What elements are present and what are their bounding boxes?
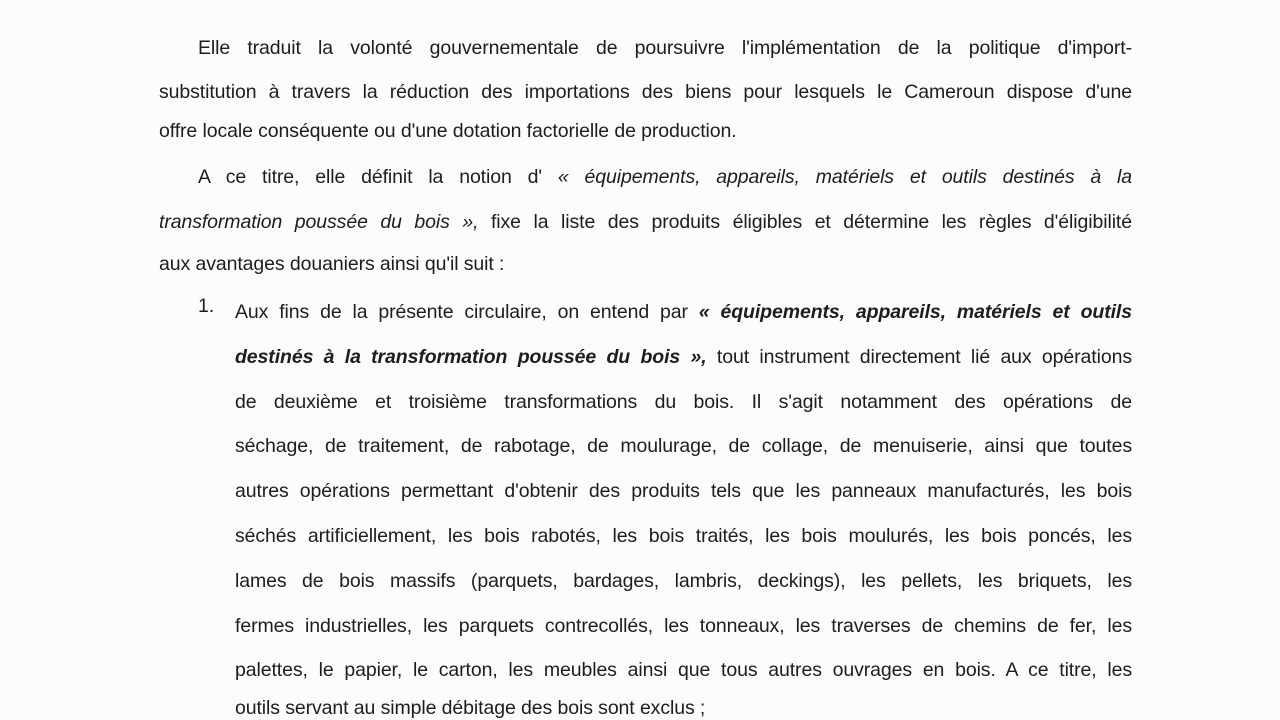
paragraph1-line1: Elle traduit la volonté gouvernementale de poursuivre l'implémentation de la politique d'import- xyxy=(198,37,1132,59)
item1-number: 1. xyxy=(198,295,215,317)
paragraph1-line2: substitution à travers la réduction des importations des biens pour lesquels le Cameroun dispose d'une xyxy=(159,81,1132,103)
paragraph1-line3: offre locale conséquente ou d'une dotation factorielle de production. xyxy=(159,120,737,142)
paragraph2-line1-italic: « équipements, appareils, matériels et outils destinés à la xyxy=(557,166,1132,188)
paragraph2-line3: aux avantages douaniers ainsi qu'il suit : xyxy=(159,253,505,275)
paragraph2-line2-italic: transformation poussée du bois », xyxy=(159,211,479,233)
item1-line7: lames de bois massifs (parquets, bardages, lambris, deckings), les pellets, les briquets, les xyxy=(235,570,1132,592)
paragraph2-line1-prefix: A ce titre, elle définit la notion d' xyxy=(198,166,558,188)
paragraph2-line2 xyxy=(159,210,1132,234)
item1-line2-bold-italic: destinés à la transformation poussée du bois », xyxy=(235,346,707,368)
item1-line8: fermes industrielles, les parquets contrecollés, les tonneaux, les traverses de chemins de fer, les xyxy=(235,615,1132,637)
item1-line1 xyxy=(235,300,1132,324)
item1-line6: séchés artificiellement, les bois rabotés, les bois traités, les bois moulurés, les bois poncés, les xyxy=(235,525,1132,547)
item1-line4: séchage, de traitement, de rabotage, de moulurage, de collage, de menuiserie, ainsi que toutes xyxy=(235,435,1132,457)
paragraph2-line2-suffix: fixe la liste des produits éligibles et détermine les règles d'éligibilité xyxy=(478,211,1132,233)
item1-line2 xyxy=(235,345,1132,369)
item1-line1-bold-italic: « équipements, appareils, matériels et outils xyxy=(698,301,1132,323)
item1-line10: outils servant au simple débitage des bois sont exclus ; xyxy=(235,697,706,719)
paragraph2-line1 xyxy=(198,165,1132,189)
item1-line9: palettes, le papier, le carton, les meubles ainsi que tous autres ouvrages en bois. A ce titre, les xyxy=(235,659,1132,681)
item1-line5: autres opérations permettant d'obtenir des produits tels que les panneaux manufacturés, les bois xyxy=(235,480,1132,502)
item1-line3: de deuxième et troisième transformations du bois. Il s'agit notamment des opérations de xyxy=(235,391,1132,413)
item1-line2-suffix: tout instrument directement lié aux opérations xyxy=(706,346,1132,368)
item1-line1-prefix: Aux fins de la présente circulaire, on entend par xyxy=(235,301,699,323)
